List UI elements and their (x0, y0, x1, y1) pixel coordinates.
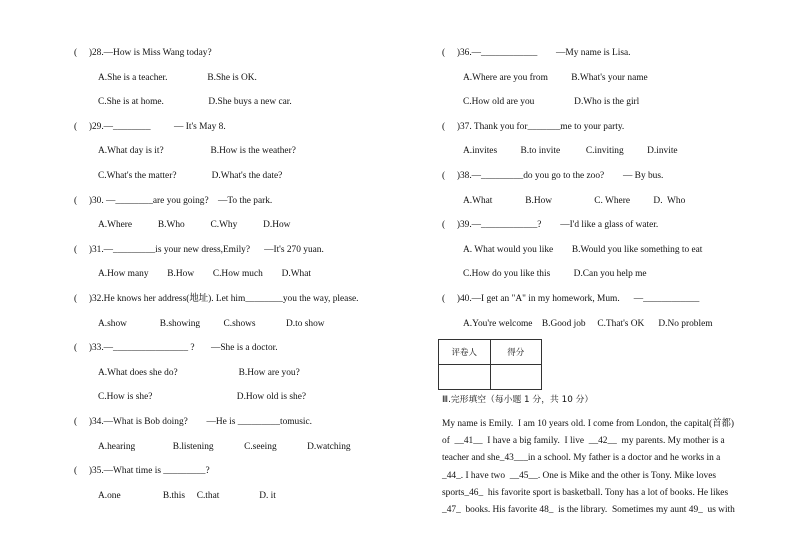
option-line: A. What would you like B.Would you like something to eat (463, 244, 703, 255)
score-table (438, 339, 542, 390)
question-line: ( )30. —________are you going? —To the park. (74, 195, 273, 206)
option-line: A.one B.this C.that D. it (98, 490, 276, 501)
option-line: A.You're welcome B.Good job C.That's OK D.No problem (463, 318, 713, 329)
option-line: A.What does she do? B.How are you? (98, 367, 300, 378)
option-line: A.Where B.Who C.Why D.How (98, 220, 291, 231)
question-line: ( )31.—_________is your new dress,Emily? —It's 270 yuan. (74, 244, 324, 255)
option-line: C.How do you like this D.Can you help me (463, 269, 647, 280)
question-line: ( )28.—How is Miss Wang today? (74, 48, 212, 58)
option-line: C.How old are you D.Who is the girl (463, 97, 640, 108)
option-line: A.show B.showing C.shows D.to show (98, 318, 325, 329)
option-line: A.Where are you from B.What's your name (463, 72, 648, 83)
option-line: A.What B.How C. Where D. Who (463, 195, 686, 206)
passage-line: My name is Emily. I am 10 years old. I come from London, the capital(首都) (442, 419, 735, 429)
grader-cell (439, 365, 491, 390)
passage-line: _47_ books. His favorite 48_ is the library. Sometimes my aunt 49_ us with (442, 505, 735, 515)
grader-header: 评卷人 (439, 340, 491, 365)
option-line: A.How many B.How C.How much D.What (98, 269, 312, 280)
question-line: ( )37. Thank you for_______me to your party. (442, 121, 625, 132)
question-line: ( )33.—________________ ? —She is a doctor. (74, 343, 278, 354)
passage-line: _44_. I have two __45__. One is Mike and the other is Tony. Mike loves (442, 470, 717, 481)
option-line: A.invites B.to invite C.inviting D.invite (463, 146, 678, 157)
question-line: ( )29.—________ — It's May 8. (74, 121, 226, 132)
option-line: A.hearing B.listening C.seeing D.watching (98, 441, 351, 452)
score-cell (490, 365, 542, 390)
option-line: C.How is she? D.How old is she? (98, 392, 307, 403)
question-line: ( )34.—What is Bob doing? —He is _________tomusic. (74, 417, 313, 427)
passage-line: teacher and she_43___in a school. My father is a doctor and he works in a (442, 453, 721, 464)
question-line: ( )38.—_________do you go to the zoo? — By bus. (442, 171, 664, 181)
option-line: A.What day is it? B.How is the weather? (98, 146, 296, 157)
question-line: ( )40.—I get an "A" in my homework, Mum. —____________ (442, 294, 700, 304)
option-line: C.What's the matter? D.What's the date? (98, 171, 283, 181)
passage-line: of __41__ I have a big family. I live __42__ my parents. My mother is a (442, 436, 725, 447)
option-line: A.She is a teacher. B.She is OK. (98, 72, 257, 83)
question-line: ( )39.—____________? —I'd like a glass of water. (442, 220, 659, 231)
score-header: 得分 (490, 340, 542, 365)
passage-line: sports_46_ his favorite sport is basketball. Tony has a lot of books. He likes (442, 487, 729, 498)
option-line: C.She is at home. D.She buys a new car. (98, 97, 292, 108)
question-line: ( )35.—What time is _________? (74, 466, 210, 477)
section-title: Ⅲ.完形填空（每小题 1 分，共 10 分） (442, 395, 594, 405)
question-line: ( )36.—____________ —My name is Lisa. (442, 48, 631, 58)
question-line: ( )32.He knows her address(地址). Let him________you the way, please. (74, 294, 359, 304)
